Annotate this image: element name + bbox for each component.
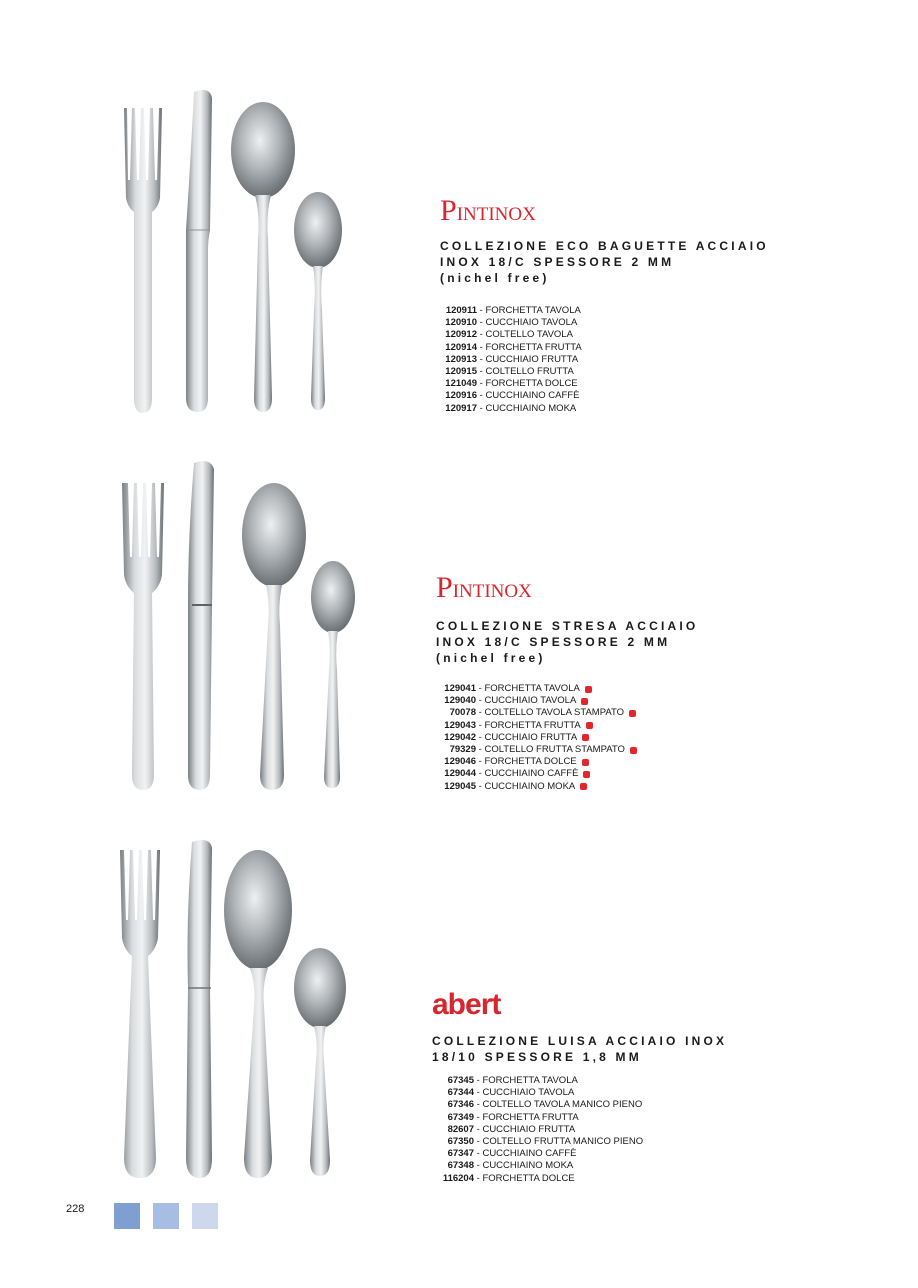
product-description: FORCHETTA TAVOLA	[485, 305, 581, 316]
collection-eco-baguette	[0, 80, 918, 425]
collection-luisa	[0, 838, 918, 1193]
product-item	[432, 1087, 643, 1099]
product-item	[432, 1124, 643, 1136]
separator: -	[476, 683, 485, 694]
separator: -	[477, 378, 486, 390]
product-item	[432, 1112, 643, 1124]
product-code: 120913	[445, 353, 477, 365]
fork-image	[120, 850, 160, 1178]
brand-logo-abert: abert	[432, 988, 501, 1021]
product-description: FORCHETTA FRUTTA	[484, 719, 581, 731]
separator: -	[476, 695, 485, 707]
separator: -	[476, 744, 485, 756]
product-item	[432, 1160, 643, 1172]
product-item	[441, 366, 582, 378]
separator: -	[476, 780, 485, 792]
product-code: 120916	[445, 390, 477, 402]
separator: -	[474, 1160, 483, 1172]
product-item	[436, 756, 637, 768]
product-code: 129045	[444, 780, 476, 792]
product-code: 129041	[444, 683, 476, 694]
product-item	[436, 720, 637, 732]
separator: -	[477, 329, 486, 341]
product-description: COLTELLO TAVOLA	[485, 329, 573, 341]
product-code-list	[432, 1075, 643, 1185]
knife-image	[186, 840, 212, 1178]
product-code: 67344	[447, 1087, 474, 1099]
coffee-spoon-image	[294, 192, 342, 410]
product-item	[441, 305, 582, 317]
product-description: FORCHETTA DOLCE	[482, 1172, 575, 1184]
table-spoon-image	[242, 483, 306, 790]
red-marker-icon	[580, 783, 587, 790]
cutlery-photo	[112, 838, 362, 1193]
red-marker-icon	[582, 734, 589, 741]
cutlery-set-image	[112, 80, 362, 425]
product-code: 129044	[444, 768, 476, 780]
product-code: 70078	[449, 707, 476, 719]
product-code: 129042	[444, 731, 476, 743]
product-code: 120914	[445, 341, 477, 353]
separator: -	[476, 756, 485, 768]
collection-title: COLLEZIONE ECO BAGUETTE ACCIAIO INOX 18/C SPESSORE 2 MM (nichel free)	[440, 239, 769, 285]
red-marker-icon	[585, 686, 592, 693]
product-code: 67349	[447, 1111, 474, 1123]
red-marker-icon	[629, 710, 636, 717]
product-code: 129040	[444, 695, 476, 707]
product-code: 67347	[447, 1148, 474, 1160]
product-item	[432, 1173, 643, 1185]
collection-title: COLLEZIONE STRESA ACCIAIO INOX 18/C SPESSORE 2 MM (nichel free)	[436, 619, 699, 665]
product-description: CUCCHIAINO CAFFÈ	[485, 390, 580, 402]
product-description: CUCCHIAINO CAFFÈ	[484, 768, 579, 780]
red-marker-icon	[583, 771, 590, 778]
separator: -	[474, 1123, 483, 1135]
separator: -	[477, 341, 486, 353]
separator: -	[477, 366, 486, 378]
product-item	[436, 781, 637, 793]
coffee-spoon-image	[311, 561, 355, 788]
product-description: CUCCHIAIO FRUTTA	[485, 353, 579, 365]
product-item	[441, 390, 582, 402]
product-item	[436, 683, 637, 695]
product-description: FORCHETTA TAVOLA	[484, 683, 580, 694]
product-item	[436, 768, 637, 780]
color-swatch	[192, 1203, 218, 1229]
separator: -	[474, 1136, 483, 1148]
separator: -	[477, 305, 486, 316]
product-code: 120911	[445, 305, 477, 316]
product-item	[436, 695, 637, 707]
product-description: CUCCHIAINO MOKA	[482, 1160, 574, 1172]
separator: -	[474, 1172, 483, 1184]
product-description: CUCCHIAIO TAVOLA	[484, 695, 577, 707]
brand-logo-pintinox: PINTINOX	[436, 571, 532, 604]
product-description: CUCCHIAIO TAVOLA	[485, 317, 578, 329]
product-code-list	[436, 683, 637, 793]
product-description: CUCCHIAINO MOKA	[484, 780, 576, 792]
product-code: 116204	[442, 1172, 474, 1184]
separator: -	[474, 1087, 483, 1099]
product-description: COLTELLO TAVOLA MANICO PIENO	[482, 1099, 643, 1111]
cutlery-set-image	[112, 838, 362, 1193]
product-code: 121049	[445, 378, 477, 390]
product-description: COLTELLO FRUTTA MANICO PIENO	[482, 1136, 644, 1148]
coffee-spoon-image	[294, 948, 346, 1176]
separator: -	[477, 317, 486, 329]
product-item	[441, 317, 582, 329]
product-description: FORCHETTA FRUTTA	[482, 1111, 579, 1123]
separator: -	[476, 768, 485, 780]
knife-image	[188, 461, 214, 790]
product-code-list	[441, 305, 582, 415]
fork-image	[122, 483, 164, 790]
product-code: 120917	[445, 402, 477, 414]
product-description: CUCCHIAIO FRUTTA	[482, 1123, 576, 1135]
product-item	[432, 1099, 643, 1111]
cutlery-photo	[112, 80, 362, 425]
product-description: COLTELLO FRUTTA STAMPATO	[484, 744, 625, 756]
separator: -	[477, 390, 486, 402]
product-code: 67346	[447, 1099, 474, 1111]
product-description: FORCHETTA DOLCE	[485, 378, 578, 390]
collection-title: COLLEZIONE LUISA ACCIAIO INOX 18/10 SPESSORE 1,8 MM	[432, 1034, 728, 1064]
cutlery-photo	[112, 455, 362, 800]
product-item	[441, 403, 582, 415]
product-description: CUCCHIAIO TAVOLA	[482, 1087, 575, 1099]
product-description: CUCCHIAINO MOKA	[485, 402, 577, 414]
product-description: COLTELLO TAVOLA STAMPATO	[484, 707, 625, 719]
table-spoon-image	[231, 102, 295, 412]
product-description: FORCHETTA DOLCE	[484, 756, 577, 768]
product-description: CUCCHIAINO CAFFÈ	[482, 1148, 577, 1160]
product-code: 79329	[449, 744, 476, 756]
color-swatch	[114, 1203, 140, 1229]
product-code: 82607	[447, 1123, 474, 1135]
product-item	[441, 342, 582, 354]
separator: -	[476, 707, 485, 719]
table-spoon-image	[224, 850, 292, 1178]
product-item	[436, 744, 637, 756]
collection-stresa	[0, 455, 918, 800]
product-item	[441, 354, 582, 366]
separator: -	[474, 1099, 483, 1111]
product-item	[441, 329, 582, 341]
red-marker-icon	[582, 759, 589, 766]
product-code: 120910	[445, 317, 477, 329]
knife-image	[186, 90, 212, 412]
separator: -	[474, 1075, 483, 1086]
product-item	[432, 1148, 643, 1160]
product-description: COLTELLO FRUTTA	[485, 366, 574, 378]
color-swatch	[153, 1203, 179, 1229]
separator: -	[477, 353, 486, 365]
red-marker-icon	[630, 747, 637, 754]
product-item	[441, 378, 582, 390]
product-description: CUCCHIAIO FRUTTA	[484, 731, 578, 743]
fork-image	[124, 108, 162, 413]
product-code: 67348	[447, 1160, 474, 1172]
red-marker-icon	[586, 722, 593, 729]
product-description: FORCHETTA TAVOLA	[482, 1075, 578, 1086]
red-marker-icon	[581, 698, 588, 705]
brand-logo-pintinox: PINTINOX	[440, 194, 536, 227]
product-code: 129046	[444, 756, 476, 768]
product-item	[436, 732, 637, 744]
separator: -	[477, 402, 486, 414]
product-code: 120915	[445, 366, 477, 378]
page-number: 228	[66, 1203, 85, 1215]
cutlery-set-image	[112, 455, 362, 800]
product-item	[432, 1075, 643, 1087]
separator: -	[476, 731, 485, 743]
product-code: 120912	[445, 329, 477, 341]
product-item	[432, 1136, 643, 1148]
product-description: FORCHETTA FRUTTA	[485, 341, 582, 353]
product-code: 67345	[447, 1075, 474, 1086]
product-item	[436, 707, 637, 719]
separator: -	[474, 1111, 483, 1123]
separator: -	[474, 1148, 483, 1160]
product-code: 67350	[447, 1136, 474, 1148]
product-code: 129043	[444, 719, 476, 731]
separator: -	[476, 719, 485, 731]
